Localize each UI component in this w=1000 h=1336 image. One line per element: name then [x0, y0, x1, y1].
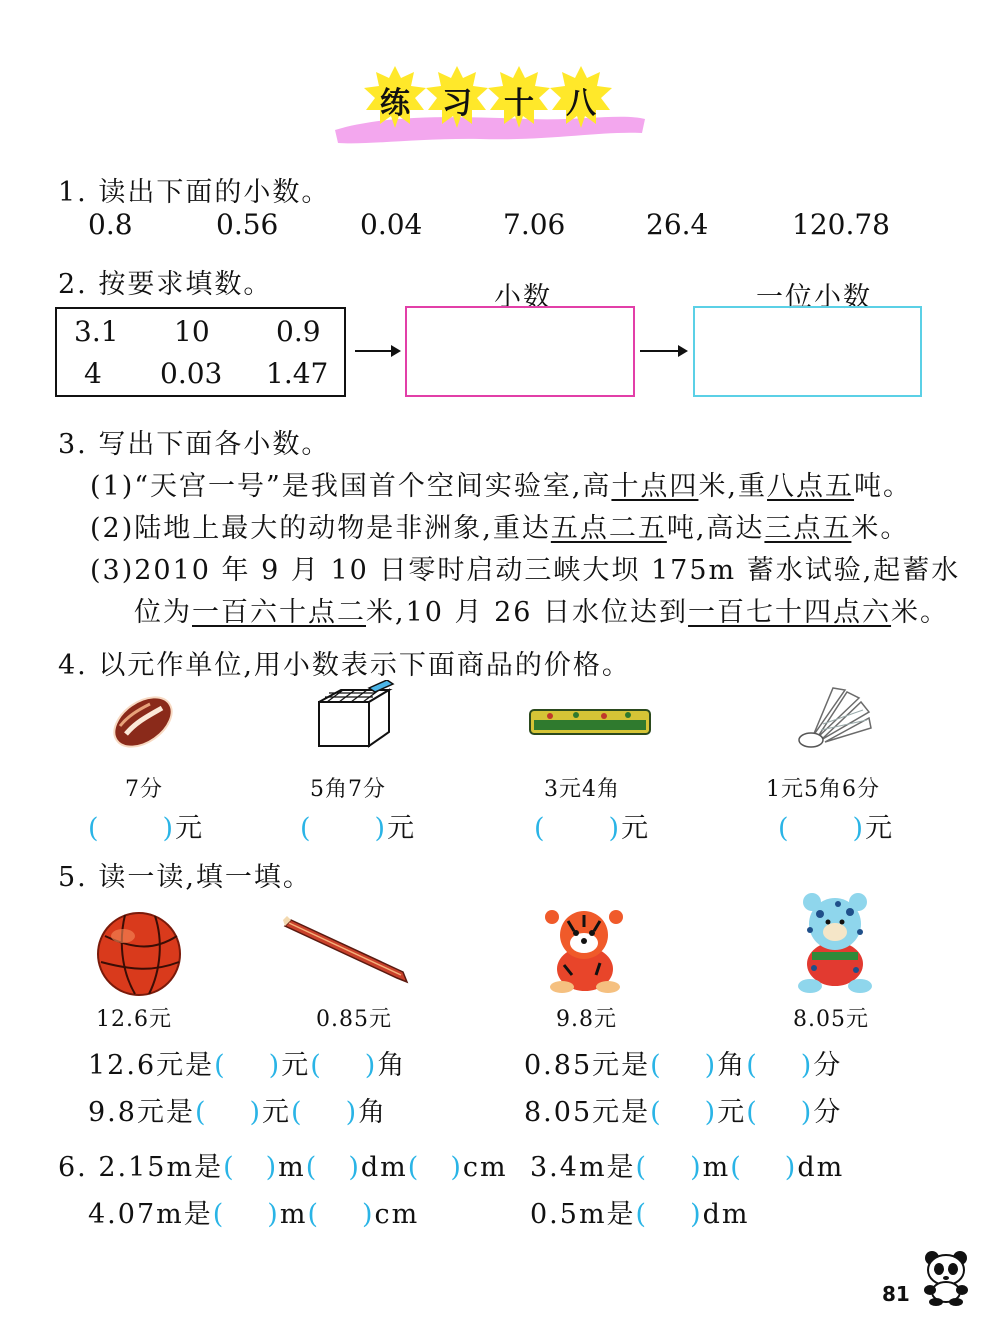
open-paren: (: [746, 1097, 759, 1128]
close-paren: ): [800, 1097, 814, 1128]
title-char: 十: [504, 86, 534, 121]
source-number: 10: [174, 315, 210, 348]
unit-label: 分: [813, 1097, 843, 1128]
source-number: 0.9: [276, 315, 321, 348]
q2-heading: 2. 按要求填数。: [58, 269, 273, 300]
box-label-decimals: 小数: [494, 282, 552, 313]
q3-line-4: [134, 590, 949, 629]
length-fill-row: [530, 1192, 750, 1231]
unit-label: cm: [374, 1199, 420, 1230]
text: 12.6元是: [88, 1050, 215, 1081]
q3-line-3: (3)2010 年 9 月 10 日零时启动三峡大坝 175m 蓄水试验,起蓄水: [90, 555, 961, 586]
underlined-number-words: 八点五: [767, 471, 855, 502]
page-number: 81: [882, 1282, 910, 1306]
conversion-fill-row: [524, 1043, 842, 1082]
unit-label: 元: [281, 1050, 311, 1081]
close-paren: ): [608, 813, 622, 844]
unit-label: 分: [813, 1050, 843, 1081]
arrow-right-icon: [640, 350, 686, 352]
length-fill-row: [530, 1145, 844, 1184]
price-label: 12.6元: [96, 1007, 172, 1032]
decimal-number: 120.78: [792, 208, 890, 241]
open-paren: (: [407, 1152, 421, 1183]
close-paren: ): [450, 1152, 463, 1183]
text: 米。: [891, 597, 950, 628]
close-paren: ): [345, 1097, 359, 1128]
close-paren: ): [784, 1152, 798, 1183]
open-paren: (: [635, 1152, 649, 1183]
decimal-number: 26.4: [646, 208, 709, 241]
close-paren: ): [265, 1152, 279, 1183]
open-paren: (: [310, 1050, 323, 1081]
underlined-number-words: 三点五: [764, 513, 852, 544]
unit-label: 元: [717, 1097, 747, 1128]
length-fill-row: [88, 1192, 419, 1231]
title-char: 习: [442, 86, 472, 121]
close-paren: ): [852, 813, 866, 844]
price-label: 1元5角6分: [766, 777, 880, 802]
source-number: 0.03: [160, 357, 223, 390]
one-decimal-answer-box[interactable]: [693, 306, 922, 397]
price-label: 5角7分: [310, 777, 386, 802]
unit-label: 角: [358, 1097, 388, 1128]
pencil-case-icon: [528, 706, 652, 738]
decimal-number: 0.56: [216, 208, 279, 241]
close-paren: ): [704, 1050, 718, 1081]
open-paren: (: [212, 1199, 226, 1230]
underlined-number-words: 一百七十四点六: [688, 597, 892, 628]
pencil-icon: [283, 914, 413, 984]
close-paren: ): [704, 1097, 718, 1128]
unit-label: 角: [717, 1050, 747, 1081]
text: 0.85元是: [524, 1050, 651, 1081]
box-label-one-decimal: 一位小数: [756, 282, 872, 313]
open-paren: (: [305, 1152, 319, 1183]
price-label: 3元4角: [544, 777, 620, 802]
open-paren: (: [746, 1050, 759, 1081]
decimal-number: 0.8: [88, 208, 133, 241]
open-paren: (: [214, 1050, 227, 1081]
close-paren: ): [361, 1199, 375, 1230]
panda-icon: [918, 1248, 974, 1306]
q4-heading: 4. 以元作单位,用小数表示下面商品的价格。: [58, 650, 631, 681]
open-paren: (: [223, 1152, 236, 1183]
open-paren: (: [650, 1050, 663, 1081]
source-number: 1.47: [266, 357, 329, 390]
unit-label: m: [278, 1152, 306, 1183]
text: 8.05元是: [524, 1097, 651, 1128]
unit-label: 元: [621, 813, 651, 844]
text: 0.5m是: [530, 1199, 636, 1230]
unit-label: dm: [360, 1152, 408, 1183]
conversion-fill-row: [524, 1090, 842, 1129]
open-paren: (: [291, 1097, 304, 1128]
close-paren: ): [249, 1097, 263, 1128]
unit-label: 元: [387, 813, 417, 844]
underlined-number-words: 五点二五: [550, 513, 667, 544]
close-paren: ): [800, 1050, 814, 1081]
open-paren: (: [778, 813, 791, 844]
close-paren: ): [364, 1050, 378, 1081]
text: (1)“天宫一号”是我国首个空间实验室,高: [90, 471, 612, 502]
close-paren: ): [268, 1050, 282, 1081]
price-label: 7分: [125, 777, 163, 802]
length-fill-row: [58, 1145, 508, 1184]
title-char: 八: [566, 86, 596, 121]
close-paren: ): [267, 1199, 280, 1230]
decimals-answer-box[interactable]: [405, 306, 635, 397]
unit-label: dm: [797, 1152, 845, 1183]
text: 9.8元是: [88, 1097, 195, 1128]
unit-label: m: [702, 1152, 731, 1183]
yuan-answer-blank[interactable]: [534, 806, 650, 845]
q3-line-2: [90, 506, 909, 545]
conversion-fill-row: [88, 1090, 387, 1129]
q5-heading: 5. 读一读,填一填。: [58, 862, 312, 893]
yuan-answer-blank[interactable]: [88, 806, 204, 845]
unit-label: cm: [462, 1152, 508, 1183]
yuan-answer-blank[interactable]: [300, 806, 416, 845]
decimal-number: 7.06: [503, 208, 566, 241]
q3-heading: 3. 写出下面各小数。: [58, 429, 331, 460]
text: 吨。: [854, 471, 913, 502]
shuttlecock-icon: [793, 684, 875, 750]
price-label: 0.85元: [316, 1007, 392, 1032]
open-paren: (: [194, 1097, 208, 1128]
rugby-ball-icon: [108, 692, 178, 752]
unit-label: dm: [702, 1199, 750, 1230]
underlined-number-words: 一百六十点二: [192, 597, 366, 628]
open-paren: (: [650, 1097, 663, 1128]
text: 米,10 月 26 日水位达到: [366, 597, 689, 628]
text: 米,重: [698, 471, 768, 502]
tiger-toy-icon: [540, 905, 630, 995]
conversion-fill-row: [88, 1043, 406, 1082]
text: 4.07m是: [88, 1199, 213, 1230]
source-number: 4: [84, 357, 102, 390]
text: (2)陆地上最大的动物是非洲象,重达: [90, 513, 551, 544]
source-number: 3.1: [74, 315, 119, 348]
close-paren: ): [348, 1152, 361, 1183]
close-paren: ): [162, 813, 176, 844]
unit-label: 元: [865, 813, 895, 844]
unit-label: 角: [377, 1050, 407, 1081]
basketball-icon: [95, 910, 183, 998]
q3-line-1: [90, 464, 912, 503]
price-label: 8.05元: [793, 1007, 869, 1032]
underlined-number-words: 十点四: [611, 471, 699, 502]
price-label: 9.8元: [556, 1007, 617, 1032]
close-paren: ): [690, 1152, 703, 1183]
decimal-number: 0.04: [360, 208, 423, 241]
text: 米。: [851, 513, 910, 544]
arrow-right-icon: [355, 350, 399, 352]
open-paren: (: [307, 1199, 320, 1230]
open-paren: (: [534, 813, 547, 844]
text: 3.4m是: [530, 1152, 636, 1183]
unit-label: 元: [175, 813, 205, 844]
text: 吨,高达: [666, 513, 765, 544]
open-paren: (: [300, 813, 313, 844]
title-char: 练: [380, 86, 410, 121]
text: 位为: [134, 597, 192, 628]
text: 6. 2.15m是: [58, 1152, 224, 1183]
unit-label: m: [279, 1199, 308, 1230]
close-paren: ): [690, 1199, 703, 1230]
box-icon: [313, 680, 395, 750]
unit-label: 元: [262, 1097, 292, 1128]
open-paren: (: [730, 1152, 743, 1183]
open-paren: (: [88, 813, 101, 844]
yuan-answer-blank[interactable]: [778, 806, 894, 845]
q1-heading: 1. 读出下面的小数。: [58, 177, 331, 208]
bear-toy-icon: [790, 890, 880, 996]
open-paren: (: [635, 1199, 649, 1230]
close-paren: ): [374, 813, 388, 844]
